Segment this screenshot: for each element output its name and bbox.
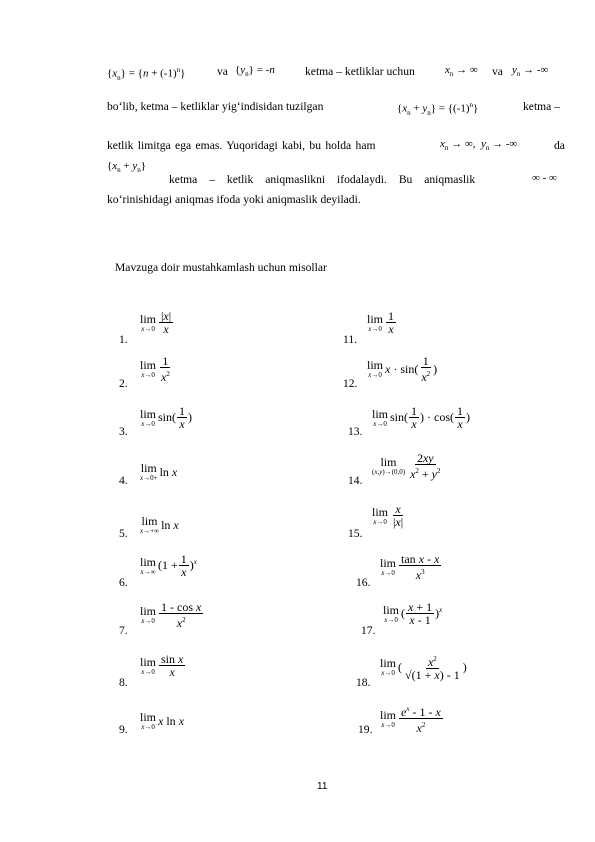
formula-xn-plus-yn: $\{x_n + y_n\}$ [107, 160, 147, 175]
exercise-number-12: 12. [343, 377, 358, 390]
exercise-18-formula: lim x→0 ( $\frac{x^2}{√(1 + x) - 1}$ ) [380, 655, 467, 682]
exercise-number-7: 7. [119, 624, 128, 637]
exercise-number-15: 15. [348, 527, 363, 540]
intro-line-2 [107, 93, 568, 115]
intro-line-1 [107, 58, 568, 80]
formula-xn-infinity: $x_n$ → ∞ [445, 64, 478, 79]
section-title: Mavzuga doir mustahkamlash uchun misollar [115, 261, 327, 274]
exercise-3-formula: lim x→0 sin( $\frac{1}{x}$ ) [140, 404, 193, 431]
exercise-1-formula: lim x→0 $\frac{|x|}{x}$ [140, 309, 172, 336]
exercise-6-formula: lim x→∞ (1 + $\frac{1}{x}$ )$^x$ [140, 552, 197, 579]
exercise-number-3: 3. [119, 425, 128, 438]
da-word: da [554, 139, 565, 152]
exercise-number-5: 5. [119, 527, 128, 540]
exercise-4-formula: lim x→0+ ln x [140, 461, 178, 482]
exercise-number-9: 9. [119, 723, 128, 736]
exercise-number-17: 17. [361, 624, 376, 637]
intro-line-3 [107, 132, 568, 154]
exercise-2-formula: lim x→0 $\frac{1}{x^2}$ [140, 354, 170, 384]
exercise-number-1: 1. [119, 333, 128, 346]
exercise-7-formula: lim x→0 $\frac{\text{1 - cos x}}{x^2}$ [140, 600, 202, 630]
formula-xn-def: $\{x_n\} = \{n + (-1)^n\}$ [107, 66, 186, 82]
formula-inf-minus-inf: ∞ - ∞ [532, 172, 557, 184]
exercise-5-formula: lim x→+∞ ln x [140, 514, 179, 535]
intro-line-5 [107, 190, 568, 212]
exercise-number-4: 4. [119, 474, 128, 487]
exercise-number-11: 11. [343, 333, 358, 346]
sum-sequence-text: bo‘lib, ketma – ketliklar yig‘indisidan tuzilgan [107, 100, 324, 113]
va-word-2: va [492, 65, 503, 78]
exercise-number-8: 8. [119, 676, 128, 689]
formula-sum-def: $\{x_n + y_n\} = \{(-1)^n\}$ [397, 101, 479, 117]
exercise-12-formula: lim x→0 x · sin( $\frac{1}{x^2}$ ) [367, 354, 438, 384]
exercise-19-formula: lim x→0 $\frac{e^x - 1 - x}{x^2}$ [380, 705, 441, 735]
formula-yn-minus-infinity: $y_n$ → -∞ [512, 64, 549, 79]
sequences-for-text: ketma – ketliklar uchun [305, 65, 415, 78]
exercise-8-formula: lim x→0 $\frac{\text{sin x}}{x}$ [140, 652, 184, 679]
exercise-number-19: 19. [358, 723, 373, 736]
indeterminacy-text: ketma – ketlik aniqmaslikni ifodalaydi. Bu aniqmaslik [169, 173, 476, 186]
exercise-number-2: 2. [119, 377, 128, 390]
formula-yn-def: $\{y_n\} = -n$ [235, 64, 275, 79]
exercise-number-18: 18. [356, 676, 371, 689]
exercise-9-formula: lim x→0 x ln x [140, 710, 185, 731]
formula-limits: $x_n$ → ∞, $y_n$ → -∞ [440, 138, 518, 153]
ketma-word: ketma – [523, 100, 561, 113]
exercise-11-formula: lim x→0 $\frac{1}{x}$ [367, 309, 395, 336]
exercise-14-formula: lim (x,y)→(0,0) $\frac{2xy}{x^2 + y^2}$ [372, 451, 441, 481]
exercise-number-13: 13. [348, 425, 363, 438]
exercise-15-formula: lim x→0 $\frac{x}{|x|}$ [372, 502, 404, 529]
exercise-number-14: 14. [348, 474, 363, 487]
page-number: 11 [317, 781, 328, 792]
exercise-number-16: 16. [356, 576, 371, 589]
exercise-number-6: 6. [119, 576, 128, 589]
indeterminate-form-text: ko‘rinishidagi aniqmas ifoda yoki aniqmaslik deyiladi. [107, 193, 361, 206]
no-limit-text: ketlik limitga ega emas. Yuqoridagi kabi, bu holda ham [107, 139, 376, 152]
intro-line-4 [107, 154, 568, 186]
va-word-1: va [217, 65, 228, 78]
exercise-16-formula: lim x→0 $\frac{\text{tan x - x}}{x^3}$ [380, 552, 440, 582]
exercise-17-formula: lim x→0 ( $\frac{x + 1}{x - 1}$ )$^x$ [383, 600, 443, 627]
exercise-13-formula: lim x→0 sin( $\frac{1}{x}$ ) · cos( $\frac{1}{x}$ ) [372, 404, 470, 431]
